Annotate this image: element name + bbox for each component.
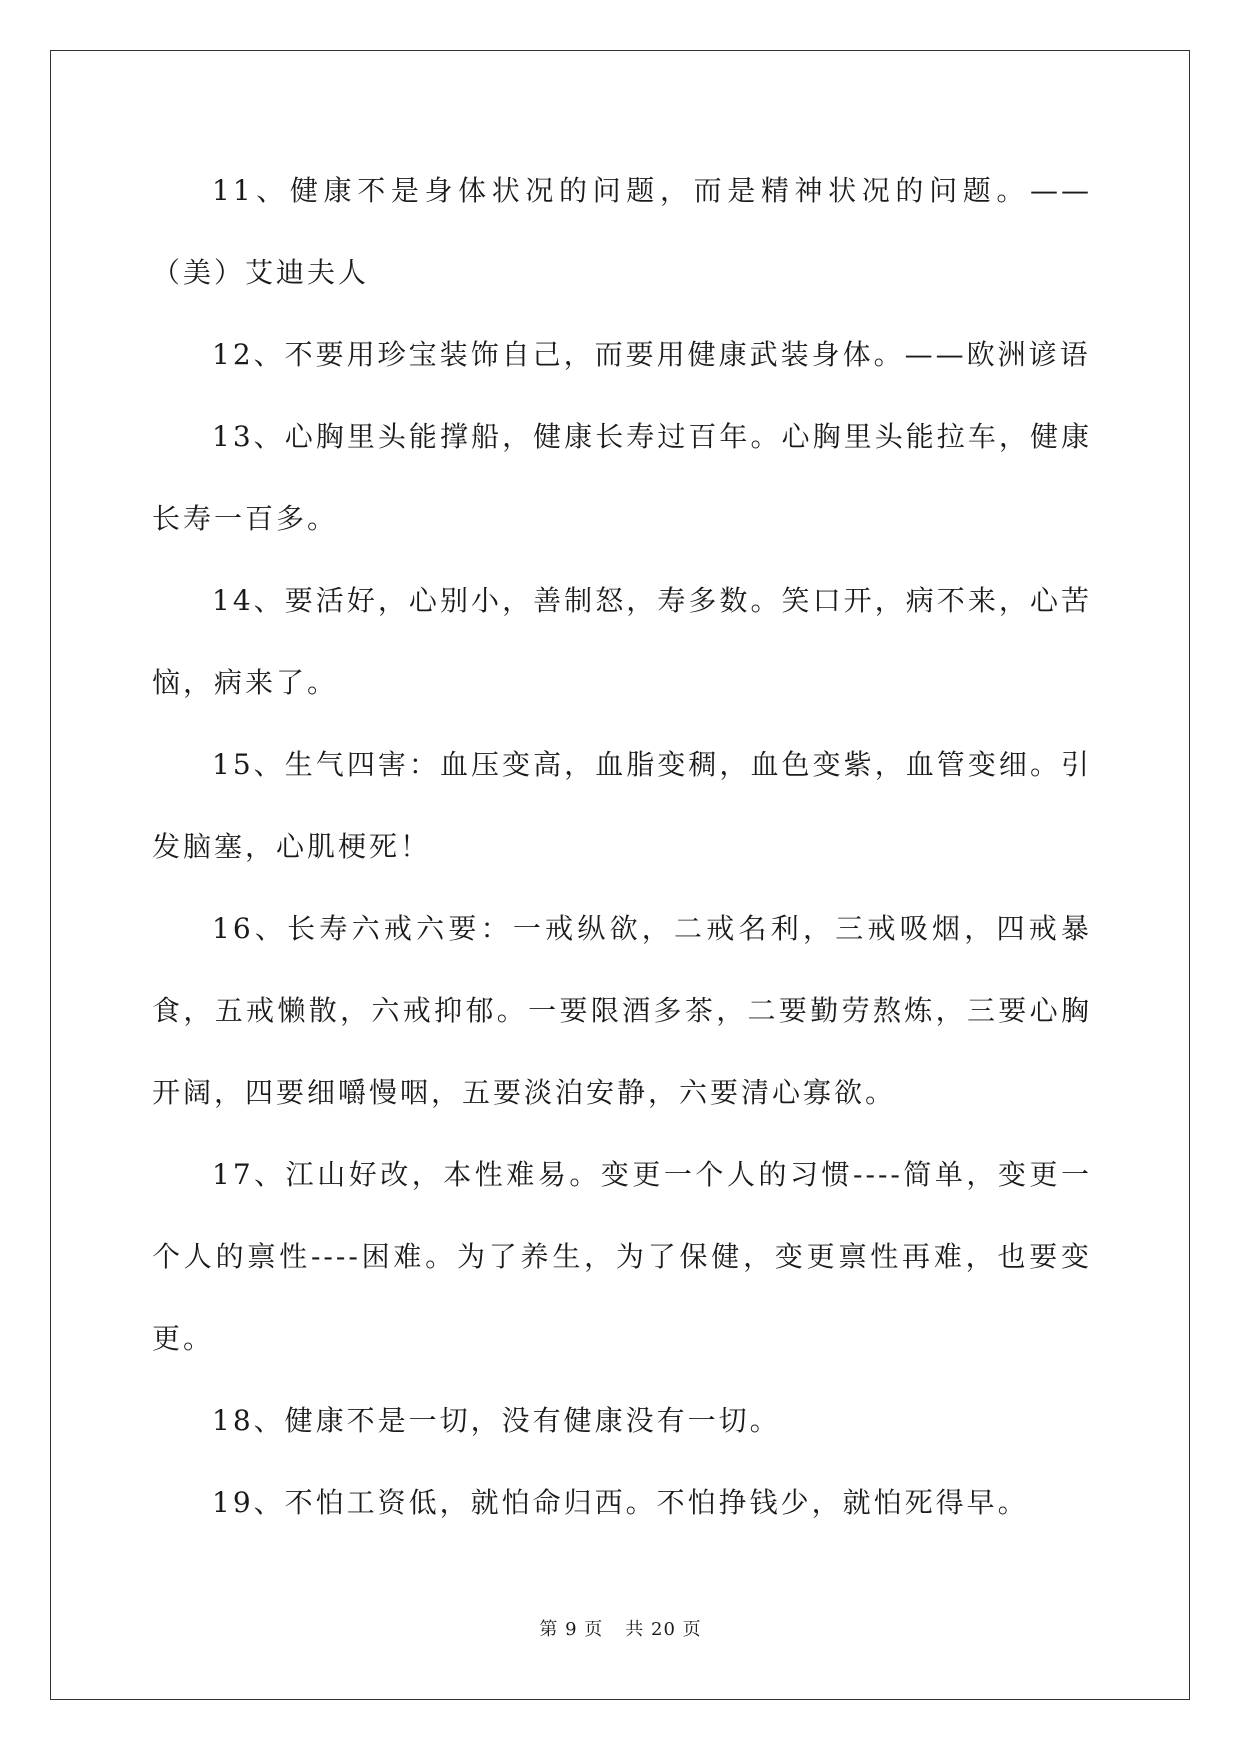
paragraph-14: 14、要活好，心别小，善制怒，寿多数。笑口开，病不来，心苦恼，病来了。 [152, 584, 1092, 699]
paragraph-18: 18、健康不是一切，没有健康没有一切。 [212, 1404, 781, 1437]
paragraph-16: 16、长寿六戒六要：一戒纵欲，二戒名利，三戒吸烟，四戒暴食，五戒懒散，六戒抑郁。一要限酒多茶，二要勤劳熬炼，三要心胸开阔，四要细嚼慢咽，五要淡泊安静，六要清心寡欲。 [152, 912, 1092, 1109]
paragraph-15: 15、生气四害：血压变高，血脂变稠，血色变紫，血管变细。引发脑塞，心肌梗死！ [152, 748, 1092, 863]
paragraph-11: 11、健康不是身体状况的问题，而是精神状况的问题。——（美）艾迪夫人 [152, 174, 1092, 289]
page-footer [0, 1615, 1241, 1641]
paragraph-13: 13、心胸里头能撑船，健康长寿过百年。心胸里头能拉车，健康长寿一百多。 [152, 420, 1092, 535]
current-page-number: 第 9 页 [539, 1619, 604, 1640]
paragraph-17: 17、江山好改，本性难易。变更一个人的习惯----简单，变更一个人的禀性----困难。为了养生，为了保健，变更禀性再难，也要变更。 [152, 1158, 1092, 1355]
total-page-count: 共 20 页 [625, 1619, 702, 1640]
paragraph-12: 12、不要用珍宝装饰自己，而要用健康武装身体。——欧洲谚语 [212, 338, 1091, 371]
document-body [152, 150, 1092, 1544]
paragraph-19: 19、不怕工资低，就怕命归西。不怕挣钱少，就怕死得早。 [212, 1486, 1029, 1519]
